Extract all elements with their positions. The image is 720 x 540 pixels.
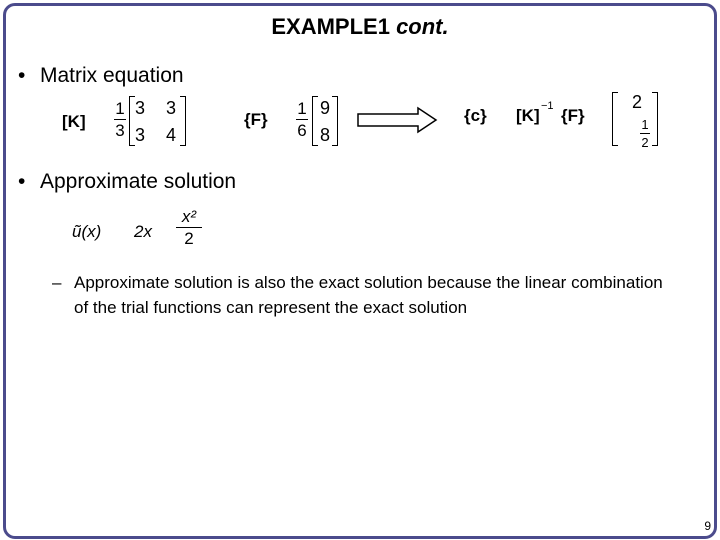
fraction-bar <box>296 119 308 120</box>
page-number: 9 <box>704 519 711 533</box>
F-vector-label: {F} <box>244 110 268 129</box>
bullet-marker: • <box>18 170 26 193</box>
c-cell-1: 2 <box>632 92 643 112</box>
F-cell-1: 9 <box>320 98 331 118</box>
implies-arrow-icon <box>356 106 438 134</box>
bullet-text: Matrix equation <box>40 64 184 87</box>
c-fraction <box>640 118 650 149</box>
title-main-text: EXAMPLE1 <box>271 14 397 39</box>
c-vector-label: {c} <box>464 106 487 125</box>
K-inverse-label: [K] <box>516 106 540 125</box>
K-fraction-numerator: 1 <box>115 99 125 118</box>
K-fraction-denominator: 3 <box>115 121 125 140</box>
K-fraction <box>114 100 126 139</box>
fraction-bar <box>114 119 126 120</box>
c-fraction-denominator: 2 <box>641 135 649 150</box>
bullet-marker: • <box>18 64 26 87</box>
approx-lhs: ũ(x) <box>72 222 102 241</box>
K-cell-11: 3 <box>135 98 146 118</box>
approx-term-2x: 2x <box>134 222 152 241</box>
K-cell-21: 3 <box>135 125 146 145</box>
F-fraction <box>296 100 308 139</box>
approx-fraction-numerator: x² <box>181 207 197 226</box>
F-cell-2: 8 <box>320 125 331 145</box>
bullet-text: Approximate solution <box>40 170 237 193</box>
F-fraction-numerator: 1 <box>297 99 307 118</box>
K-right-bracket <box>180 96 186 146</box>
K-cell-12: 3 <box>166 98 177 118</box>
approx-fraction <box>176 208 202 247</box>
c-left-bracket <box>612 92 618 146</box>
F-right-bracket <box>332 96 338 146</box>
c-right-bracket <box>652 92 658 146</box>
F-left-bracket <box>312 96 318 146</box>
fraction-bar <box>640 133 650 134</box>
inverse-superscript: −1 <box>541 100 554 112</box>
fraction-bar <box>176 227 202 228</box>
F-vector-label-2: {F} <box>561 106 585 125</box>
F-fraction-denominator: 6 <box>297 121 307 140</box>
c-fraction-numerator: 1 <box>641 117 649 132</box>
K-matrix-label: [K] <box>62 112 86 131</box>
slide-title <box>0 14 720 40</box>
approx-fraction-denominator: 2 <box>184 229 194 248</box>
K-cell-22: 4 <box>166 125 177 145</box>
bullet-approximate-solution <box>18 170 236 194</box>
bullet-matrix-equation <box>18 64 184 88</box>
sub-bullet-marker: – <box>52 273 62 292</box>
sub-bullet-text: Approximate solution is also the exact solution because the linear combination of the trial functions can represent the exact solution <box>74 273 663 317</box>
title-emphasis-text: cont. <box>396 14 449 39</box>
